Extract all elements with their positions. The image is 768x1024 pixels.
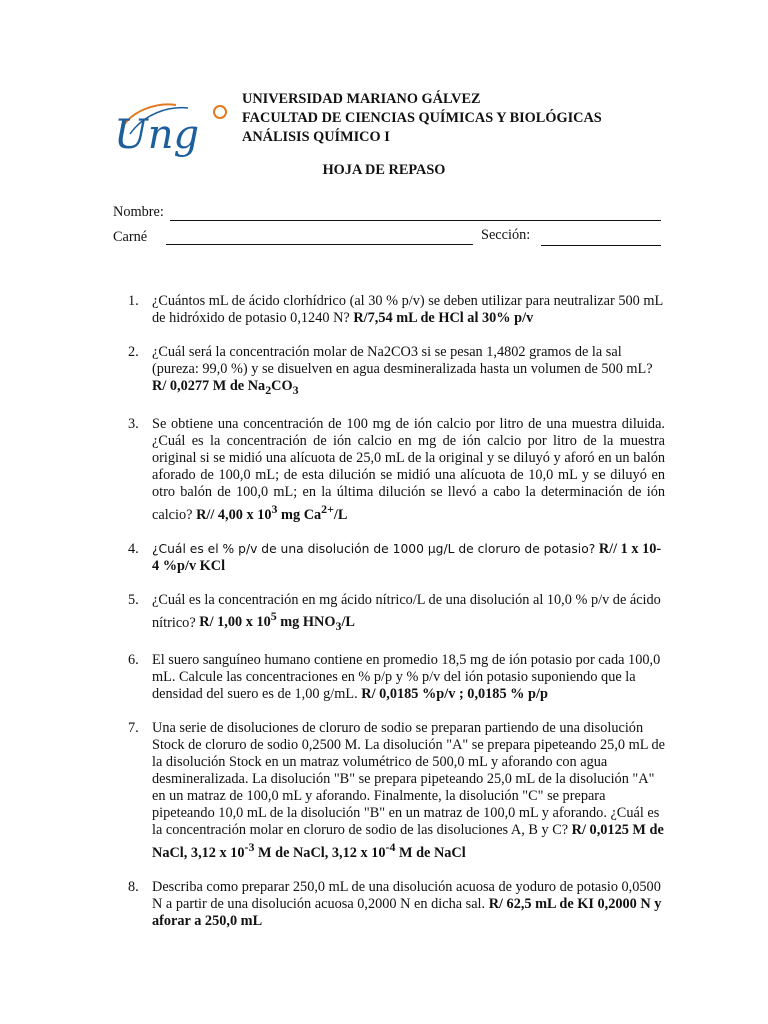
document-title: HOJA DE REPASO (322, 162, 446, 178)
question-item: 3. Se obtiene una concentración de 100 mg de ión calcio por litro de una muestra diluida. ¿Cuál es la concentración de ión calcio en mg de ión calcio por litro de la muestra original si se midió una alícuota de 25,0 mL de la original y se diluyó y aforó en un balón aforado de 100,0 mL; de esta dilución se midió una alícuota de 10,0 mL y se diluyó en otro balón de 100,0 mL; en la última dilución se llevó a cabo la determinación de ión calcio? R// 4,00 x $10^3$ mg $Ca^{2+}/L$ (128, 415, 665, 523)
question-item: 4. ¿Cuál es el % p/v de una disolución de 1000 µg/L de cloruro de potasio? R// 1 x 10-4 %p/v KCl (128, 540, 662, 574)
question-item: 7. Una serie de disoluciones de cloruro de sodio se preparan partiendo de una disolución Stock de cloruro de sodio 0,2500 M. La disolución "A" se prepara pipeteando 25,0 mL de la disolución Stock en un matraz volumétrico de 500,0 mL y aforando con agua desmineralizada. La disolución "B" se prepara pipeteando 25,0 mL de la disolución "A" en un matraz de 100,0 mL y aforando. Finalmente, la disolución "C" se prepara pipeteando 10,0 mL de la disolución "B" en un matraz de 100,0 mL y aforando. ¿Cuál es la concentración molar en cloruro de sodio de las disoluciones A, B y C? R/ 0,0125 M de NaCl, 3,12 x $10^{-3}$ M de NaCl, 3,12 x $10^{-4}$ M de NaCl (128, 720, 666, 862)
question-item: 6. El suero sanguíneo humano contiene en promedio 18,5 mg de ión potasio por cada 100,0 mL. Calcule las concentraciones en % p/p y % p/v del ión potasio suponiendo que la densidad del suero es de 1,00 g/mL. R/ 0,0185 %p/v ; 0,0185 % p/p (128, 652, 661, 703)
id-field-line[interactable] (166, 244, 473, 245)
name-field-line[interactable] (170, 220, 661, 221)
id-label: Carné (113, 229, 148, 245)
university-logo (110, 98, 236, 160)
section-label: Sección: (481, 227, 531, 243)
logo-wordmark: Ung (114, 112, 200, 158)
section-field-line[interactable] (541, 245, 661, 246)
name-label: Nombre: (113, 204, 164, 220)
answer: R// 1 x 10-4 %p/v KCl (152, 540, 662, 574)
logo-ring (214, 106, 226, 118)
university-name: UNIVERSIDAD MARIANO GÁLVEZ (242, 91, 481, 107)
question-item: 5. ¿Cuál es la concentración en mg ácido nítrico/L de una disolución al 10,0 % p/v de ácido nítrico? R/ 1,00 x $10^5$ mg $HNO_3/L$ (128, 591, 661, 634)
institution-header (242, 90, 602, 147)
course-name: ANÁLISIS QUÍMICO I (242, 129, 390, 145)
answer: R/ 0,0277 M de $Na_2CO_3$ (152, 378, 299, 397)
answer: R/ 1,00 x $10^5$ mg $HNO_3/L$ (199, 609, 355, 634)
answer: R/ 0,0125 M de NaCl, 3,12 x $10^{-3}$ M de NaCl, 3,12 x $10^{-4}$ M de NaCl (152, 822, 664, 862)
answer: R/ 62,5 mL de KI 0,2000 N y aforar a 250,0 mL (152, 896, 662, 930)
question-item: 1. ¿Cuántos mL de ácido clorhídrico (al 30 % p/v) se deben utilizar para neutralizar 500 mL de hidróxido de potasio 0,1240 N? R/7,54 mL de HCl al 30% p/v (128, 293, 663, 326)
question-list (115, 293, 665, 947)
faculty-name: FACULTAD DE CIENCIAS QUÍMICAS Y BIOLÓGICAS (242, 110, 602, 126)
question-item: 8. Describa como preparar 250,0 mL de una disolución acuosa de yoduro de potasio 0,0500 N a partir de una disolución acuosa 0,2000 N en dicha sal. R/ 62,5 mL de KI 0,2000 N y aforar a 250,0 mL (128, 879, 662, 930)
answer: R// 4,00 x $10^3$ mg $Ca^{2+}/L$ (196, 501, 348, 523)
question-item: 2. ¿Cuál será la concentración molar de Na2CO3 si se pesan 1,4802 gramos de la sal (pureza: 99,0 %) y se disuelven en agua desmineralizada hasta un volumen de 500 mL? R/ 0,0277 M de $Na_2CO_3$ (128, 344, 653, 397)
answer: R/7,54 mL de HCl al 30% p/v (353, 310, 534, 326)
answer: R/ 0,0185 %p/v ; 0,0185 % p/p (361, 686, 548, 703)
